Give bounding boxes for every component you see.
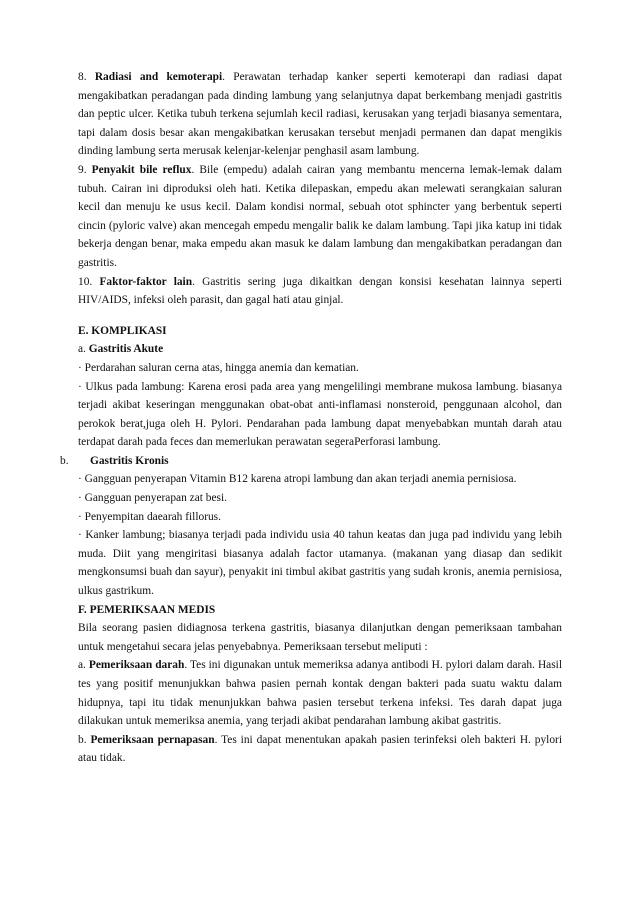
item-text: . Gastritis sering juga dikaitkan dengan konsisi kesehatan lainnya seperti HIV/AIDS, infeksi oleh parasit, dan gagal hati atau ginjal. [78,275,562,307]
item-title: Penyakit bile reflux [91,163,192,176]
item-title: Faktor-faktor lain [99,275,193,288]
bullet-item: · Gangguan penyerapan Vitamin B12 karena atropi lambung dan akan terjadi anemia pernisiosa. [78,473,517,486]
bullet-item: · Perdarahan saluran cerna atas, hingga anemia dan kematian. [78,361,359,374]
item-bile-reflux [78,161,562,273]
bullet-item: · Gangguan penyerapan zat besi. [78,492,227,505]
exam-item-darah: a. Pemeriksaan darah. Tes ini digunakan untuk memeriksa adanya antibodi H. pylori dalam darah. Hasil tes yang positif menunjukkan bahwa pasien pernah kontak dengan bakteri pada suatu waktu dalam hidupnya, tapi itu tidak menunjukkan bahwa pasien tersebut terkena infeksi. Tes darah dapat juga dilakukan untuk memeriksa anemia, yang terjadi akibat pendarahan lambung akibat gastritis. [78,659,562,728]
subheading-gastritis-akute: a. Gastritis Akute [78,343,164,356]
bullet-item: · Penyempitan daearah fillorus. [78,510,221,523]
section-heading-pemeriksaan: F. PEMERIKSAAN MEDIS [78,603,216,616]
document-page [60,68,562,768]
item-text: . Perawatan terhadap kanker seperti kemoterapi dan radiasi dapat mengakibatkan peradangan pada dinding lambung yang selanjutnya dapat berkembang menjadi gastritis dan peptic ulcer. Ketika tubuh terkena sejumlah kecil radiasi, kerusakan yang terjadi biasanya sementara, tapi dalam dosis besar akan mengakibatkan kerusakan tersebut menjadi permanen dan dapat mengikis dinding lambung serta merusak kelenjar-kelenjar penghasil asam lambung. [78,71,562,158]
item-title: Radiasi and kemoterapi [94,71,223,83]
item-number: 9. [78,163,92,176]
item-number: 10. [78,275,100,288]
subheading-gastritis-kronis: b. Gastritis Kronis [60,454,169,467]
section-heading-komplikasi: E. KOMPLIKASI [78,324,167,337]
item-number: 8. [78,71,95,83]
bullet-item: · Kanker lambung; biasanya terjadi pada individu usia 40 tahun keatas dan juga pad individu yang lebih muda. Diit yang mengiritasi biasanya adalah factor utamanya. (makanan yang diasap dan sedikit mengkonsumsi buah dan sayur), penyakit ini timbul akibat gastritis yang sudah kronis, anemia pernisiosa, ulkus gastrikum. [78,529,562,598]
item-text: . Bile (empedu) adalah cairan yang membantu mencerna lemak-lemak dalam tubuh. Cairan ini diproduksi oleh hati. Ketika dilepaskan, empedu akan melewati serangkaian saluran kecil dan menuju ke usus kecil. Dalam kondisi normal, sebuah otot sphincter yang berbentuk seperti cincin (pyloric valve) akan mencegah empedu mengalir balik ke dalam lambung. Tapi jika katup ini tidak bekerja dengan benar, maka empedu akan masuk ke dalam lambung dan mengakibatkan peradangan dan gastritis. [78,163,562,269]
exam-item-pernapasan: b. Pemeriksaan pernapasan. Tes ini dapat menentukan apakah pasien terinfeksi oleh bakteri H. pylori atau tidak. [78,733,562,765]
pemeriksaan-intro: Bila seorang pasien didiagnosa terkena gastritis, biasanya dilanjutkan dengan pemeriksaan tambahan untuk mengetahui secara jelas penyebabnya. Pemeriksaan tersebut meliputi : [78,622,562,653]
item-faktor-lain [78,273,562,310]
item-radiasi [78,68,562,161]
bullet-item: · Ulkus pada lambung: Karena erosi pada area yang mengelilingi membrane mukosa lambung. biasanya terjadi akibat keseringan menggunakan obat-obat anti-inflamasi nonsteroid, penggunaan alcohol, dan perokok berat,juga oleh H. Pylori. Pendarahan pada lambung dapat menyebabkan muntah darah atau terdapat darah pada feces dan memerlukan perawatan segeraPerforasi lambung. [78,380,562,449]
